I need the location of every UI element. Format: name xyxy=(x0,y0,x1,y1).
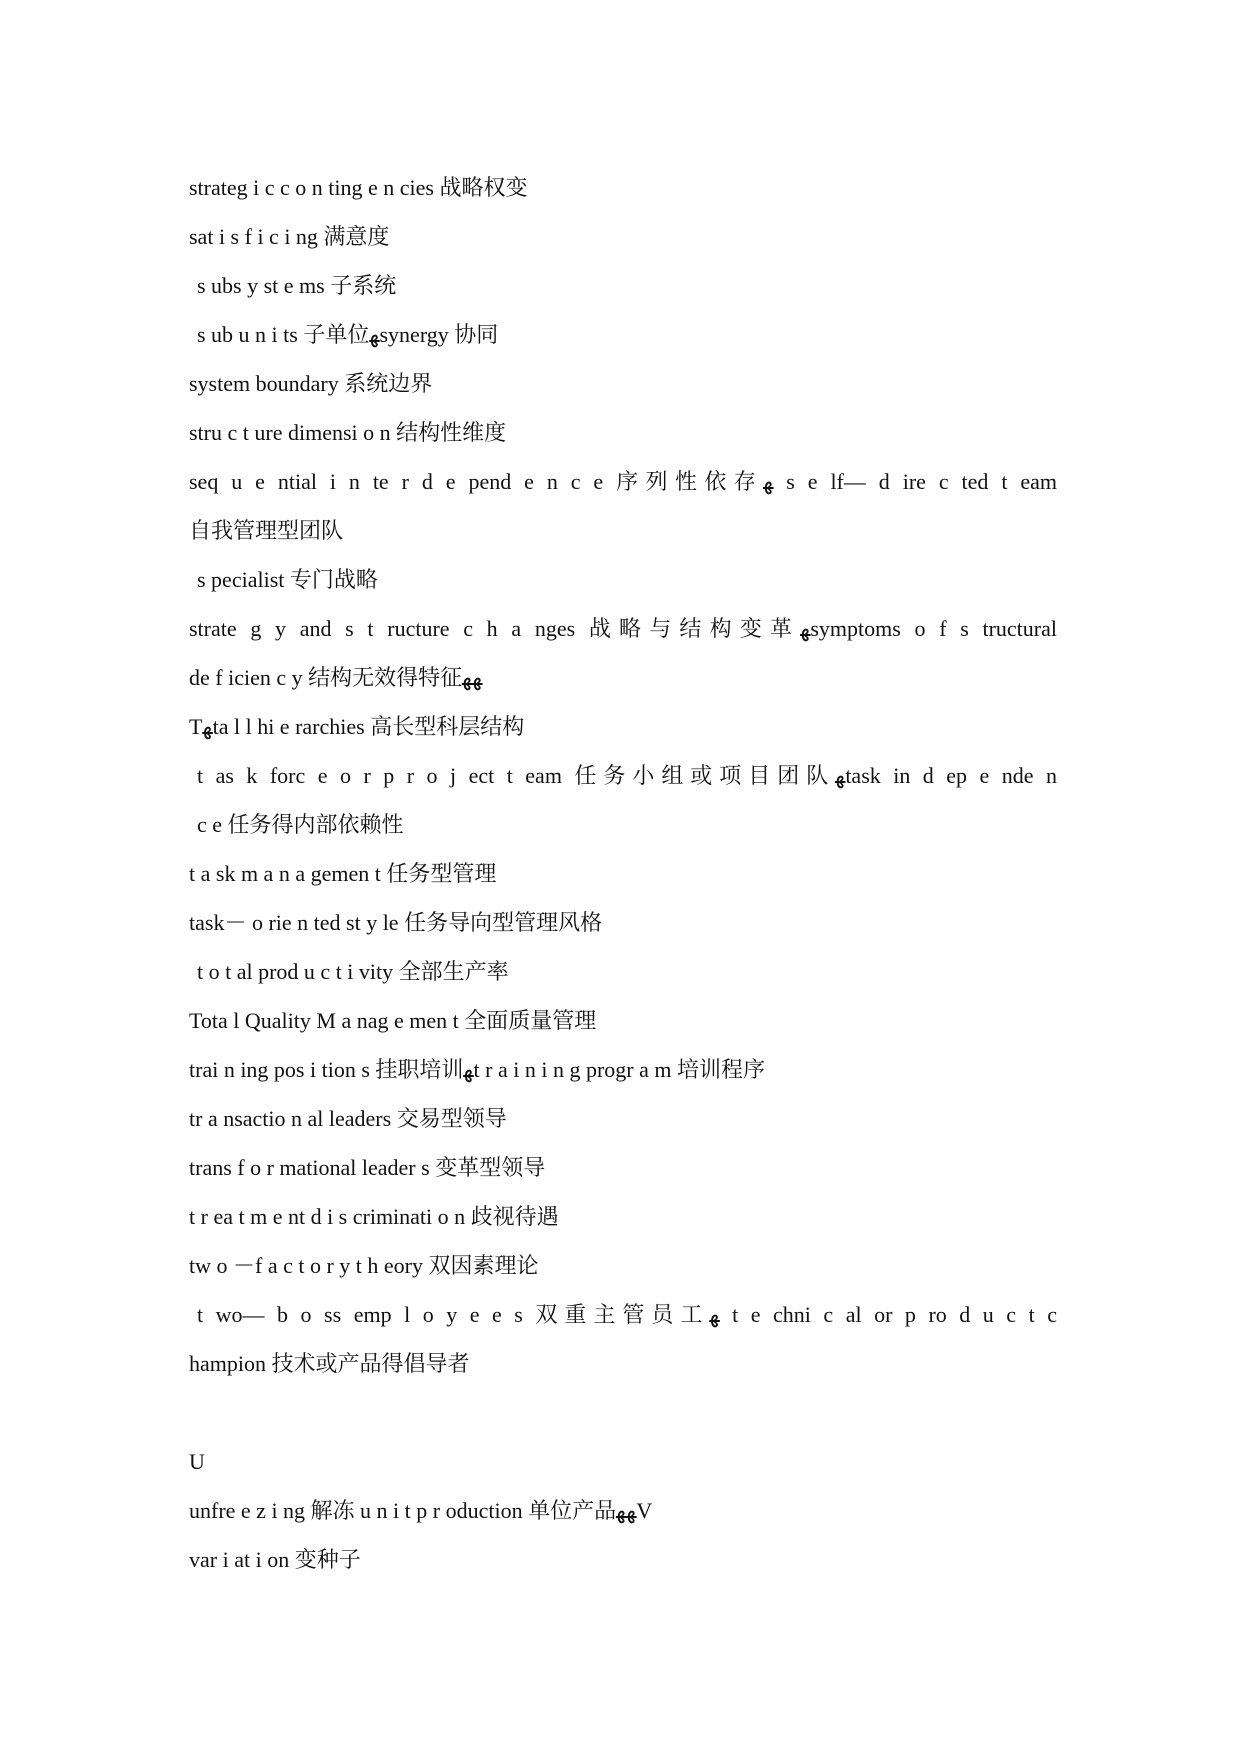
glossary-line: strate g y and s t ructure c h a nges 战略与结构变革ﻬsymptoms o f s tructural xyxy=(189,616,1057,641)
glossary-page xyxy=(189,163,1057,1584)
glossary-line: trai n ing pos i tion s 挂职培训ﻬt r a i n i n g progr a m 培训程序 xyxy=(189,1057,765,1082)
glossary-line: trans f o r mational leader s 变革型领导 xyxy=(189,1155,546,1180)
glossary-line: s pecialist 专门战略 xyxy=(197,567,378,592)
glossary-line: task－ o rie n ted st y le 任务导向型管理风格 xyxy=(189,910,603,935)
glossary-line: s ubs y st e ms 子系统 xyxy=(197,273,397,298)
glossary-line: tr a nsactio n al leaders 交易型领导 xyxy=(189,1106,507,1131)
glossary-line: de f icien c y 结构无效得特征ﻬﻬ xyxy=(189,665,483,690)
glossary-line: tw o －f a c t o r y t h eory 双因素理论 xyxy=(189,1253,539,1278)
glossary-line: unfre e z i ng 解冻 u n i t p r oduction 单位产品ﻬﻬV xyxy=(189,1498,653,1523)
glossary-line: t as k forc e o r p r o j ect t eam 任务小组或项目团队ﻬtask in d ep e nde n xyxy=(197,763,1057,788)
glossary-line: t r ea t m e nt d i s criminati o n 歧视待遇 xyxy=(189,1204,559,1229)
blank-line xyxy=(189,1388,1057,1437)
glossary-line: c e 任务得内部依赖性 xyxy=(197,812,404,837)
glossary-line: s ub u n i ts 子单位ﻬsynergy 协同 xyxy=(197,322,499,347)
glossary-line: seq u e ntial i n te r d e pend e n c e 序列性依存ﻬ s e lf— d ire c ted t eam xyxy=(189,469,1057,494)
glossary-line: Tﻬta l l hi e rarchies 高长型科层结构 xyxy=(189,714,525,739)
section-letter: U xyxy=(189,1449,205,1474)
glossary-line: t a sk m a n a gemen t 任务型管理 xyxy=(189,861,497,886)
glossary-line: Tota l Quality M a nag e men t 全面质量管理 xyxy=(189,1008,597,1033)
glossary-line: t wo— b o ss emp l o y e e s 双重主管员工ﻬ t e chni c al or p ro d u c t c xyxy=(197,1302,1057,1327)
glossary-line: var i at i on 变种子 xyxy=(189,1547,361,1572)
glossary-line: hampion 技术或产品得倡导者 xyxy=(189,1351,470,1376)
glossary-line: strateg i c c o n ting e n cies 战略权变 xyxy=(189,175,528,200)
glossary-line: 自我管理型团队 xyxy=(189,518,344,543)
glossary-line: t o t al prod u c t i vity 全部生产率 xyxy=(197,959,509,984)
glossary-line: system boundary 系统边界 xyxy=(189,371,433,396)
glossary-line: sat i s f i c i ng 满意度 xyxy=(189,224,390,249)
glossary-line: stru c t ure dimensi o n 结构性维度 xyxy=(189,420,507,445)
